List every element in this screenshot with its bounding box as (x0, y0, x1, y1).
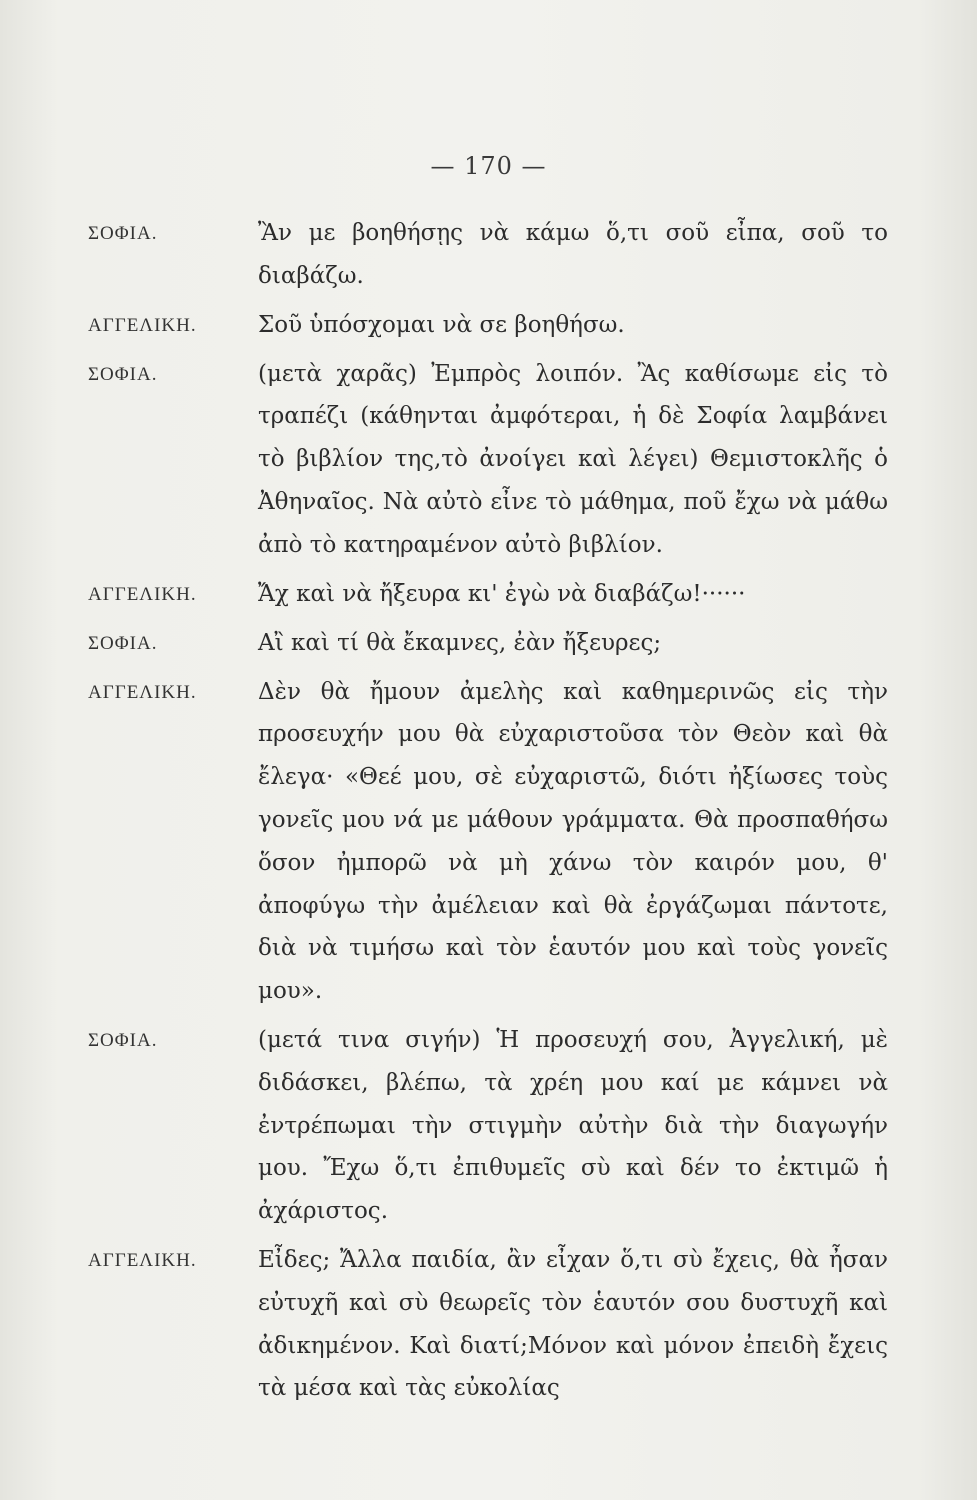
dialogue-entry (88, 353, 888, 567)
dialogue-text (88, 212, 888, 1416)
speech-text: Σοῦ ὑπόσχομαι νὰ σε βοηθήσω. (258, 311, 625, 338)
dialogue-entry (88, 573, 888, 616)
speech-text: Ἂν με βοηθήσῃς νὰ κάμω ὅ,τι σοῦ εἶπα, σοῦ το διαβάζω. (258, 220, 888, 289)
speech-text: Αἲ καὶ τί θὰ ἔκαμνες, ἐὰν ἤξευρες; (258, 629, 662, 656)
speech-text: Δὲν θὰ ἤμουν ἀμελὴς καὶ καθημερινῶς εἰς τὴν προσευχήν μου θὰ εὐχαριστοῦσα τὸν Θεὸν καὶ θὰ ἔλεγα· «Θεέ μου, σὲ εὐχαριστῶ, διότι ἠξίωσες τοὺς γονεῖς μου νά με μάθουν γράμματα. Θὰ προσπαθήσω ὅσον ἠμπορῶ νὰ μὴ χάνω τὸν καιρόν μου, θ' ἀποφύγω τὴν ἀμέλειαν καὶ θὰ ἐργάζωμαι πάντοτε, διὰ νὰ τιμήσω καὶ τὸν ἑαυτόν μου καὶ τοὺς γονεῖς μου». (258, 678, 888, 1005)
speaker-name: ΣΟΦΙΑ. (88, 632, 158, 654)
speaker-name: ΑΓΓΕΛΙΚΗ. (88, 681, 197, 703)
dialogue-entry (88, 212, 888, 298)
dialogue-entry (88, 622, 888, 665)
dialogue-entry (88, 671, 888, 1013)
dialogue-entry (88, 1239, 888, 1410)
speaker-name: ΑΓΓΕΛΙΚΗ. (88, 314, 197, 336)
speaker-name: ΑΓΓΕΛΙΚΗ. (88, 1249, 197, 1271)
dialogue-entry (88, 1019, 888, 1233)
speaker-name: ΣΟΦΙΑ. (88, 223, 158, 244)
speaker-name: ΑΓΓΕΛΙΚΗ. (88, 583, 197, 605)
speech-text: Ἄχ καὶ νὰ ἤξευρα κι' ἐγὼ νὰ διαβάζω!······ (258, 580, 746, 607)
speech-text: (μετὰ χαρᾶς) Ἐμπρὸς λοιπόν. Ἂς καθίσωμε εἰς τὸ τραπέζι (κάθηνται ἀμφότεραι, ἡ δὲ Σοφία λαμβάνει τὸ βιβλίον της,τὸ ἀνοίγει καὶ λέγει) Θεμιστοκλῆς ὁ Ἀθηναῖος. Νὰ αὐτὸ εἶνε τὸ μάθημα, ποῦ ἔχω νὰ μάθω ἀπὸ τὸ κατηραμένον αὐτὸ βιβλίον. (258, 360, 888, 558)
speech-text: Εἶδες; Ἄλλα παιδία, ἂν εἶχαν ὅ,τι σὺ ἔχεις, θὰ ἦσαν εὐτυχῆ καὶ σὺ θεωρεῖς τὸν ἑαυτόν σου δυστυχῆ καὶ ἀδικημένον. Καὶ διατί;Μόνον καὶ μόνον ἐπειδὴ ἔχεις τὰ μέσα καὶ τὰς εὐκολίας (258, 1246, 888, 1402)
speech-text: (μετά τινα σιγήν) Ἡ προσευχή σου, Ἀγγελική, μὲ διδάσκει, βλέπω, τὰ χρέη μου καί με κάμνει νὰ ἐντρέπωμαι τὴν στιγμὴν αὐτὴν διὰ τὴν διαγωγήν μου. Ἔχω ὅ,τι ἐπιθυμεῖς σὺ καὶ δέν το ἐκτιμῶ ἡ ἀχάριστος. (258, 1026, 888, 1225)
speaker-name: ΣΟΦΙΑ. (88, 1029, 158, 1051)
page-number: — 170 — (430, 152, 547, 180)
speaker-name: ΣΟΦΙΑ. (88, 363, 158, 385)
dialogue-entry (88, 304, 888, 347)
